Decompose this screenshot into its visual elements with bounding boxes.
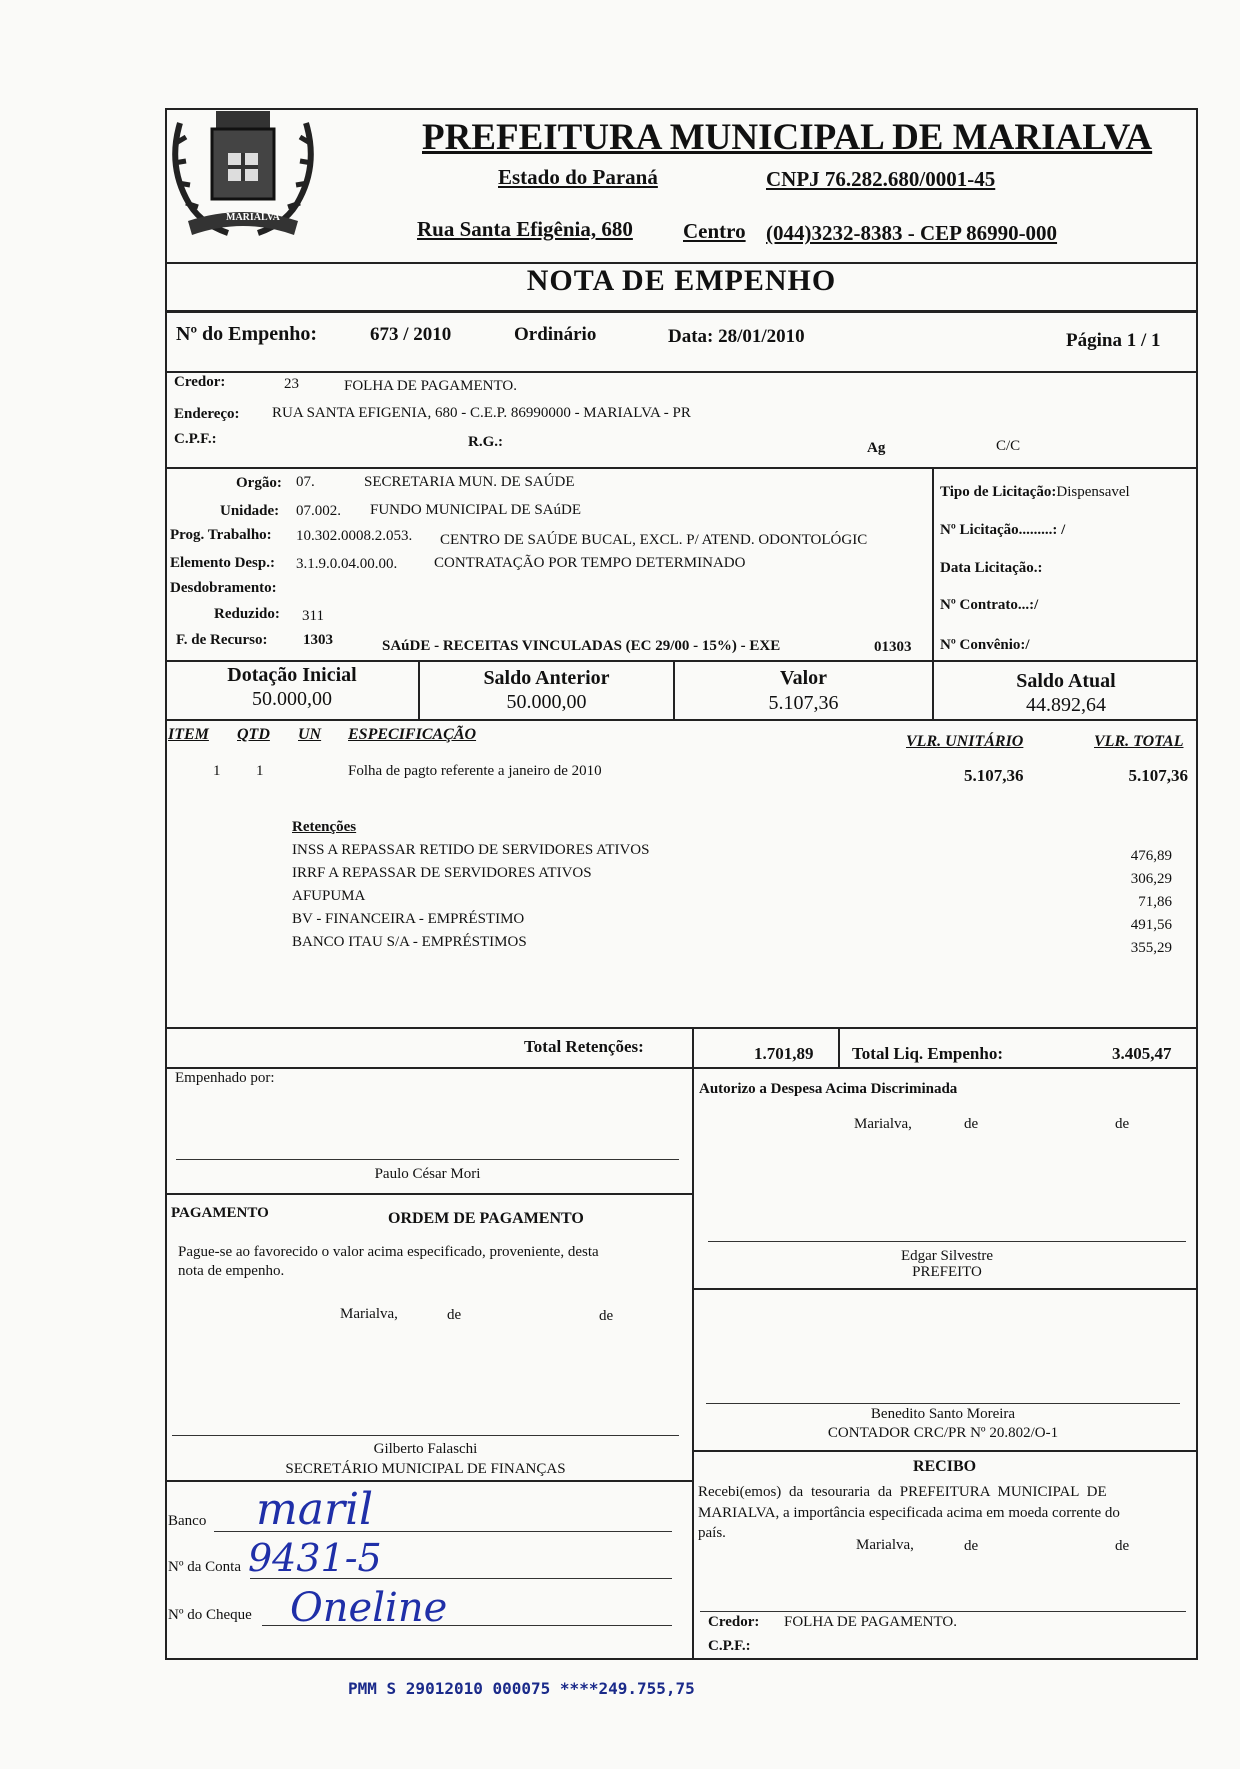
row-vlr-unitario: 5.107,36 — [964, 766, 1024, 785]
saldo-anterior-value: 50.000,00 — [506, 691, 587, 713]
valor-value: 5.107,36 — [768, 692, 839, 714]
divider — [166, 1480, 693, 1482]
divider — [166, 1193, 693, 1195]
retencao-desc: IRRF A REPASSAR DE SERVIDORES ATIVOS — [292, 865, 592, 881]
empenho-type: Ordinário — [514, 324, 597, 345]
retencao-valor: 355,29 — [1130, 940, 1172, 956]
retencao-valor: 491,56 — [1130, 917, 1172, 933]
retencao-desc: INSS A REPASSAR RETIDO DE SERVIDORES ATIVOS — [292, 842, 650, 858]
page-indicator: Página 1 / 1 — [1066, 330, 1161, 351]
endereco: RUA SANTA EFIGENIA, 680 - C.E.P. 86990000 - MARIALVA - PR — [272, 405, 691, 421]
pagamento-de-2: de — [599, 1308, 614, 1324]
prog-code: 10.302.0008.2.053. — [296, 528, 413, 544]
elemento-label: Elemento Desp.: — [170, 555, 275, 571]
retencao-desc: BV - FINANCEIRA - EMPRÉSTIMO — [292, 911, 525, 927]
divider — [692, 1067, 694, 1660]
conta-label: Nº da Conta — [168, 1559, 241, 1575]
retencao-desc: BANCO ITAU S/A - EMPRÉSTIMOS — [292, 934, 527, 950]
orgao-label: Orgão: — [236, 475, 282, 491]
recibo-de-1: de — [964, 1538, 979, 1554]
empenhado-label: Empenhado por: — [175, 1070, 275, 1086]
unidade-code: 07.002. — [296, 503, 341, 519]
pagamento-text-2: nota de empenho. — [178, 1263, 285, 1279]
licitacao-date: Data Licitação.: — [940, 560, 1043, 576]
licitacao-type-label: Tipo de Licitação: — [940, 484, 1057, 500]
recibo-credor-label: Credor: — [708, 1614, 760, 1630]
divider — [166, 660, 1197, 662]
desdobramento-label: Desdobramento: — [170, 580, 277, 596]
divider — [692, 1450, 1197, 1452]
signature-line — [700, 1611, 1186, 1612]
empenho-number-label: Nº do Empenho: — [176, 323, 318, 345]
pagamento-label: PAGAMENTO — [171, 1205, 269, 1221]
document-title: NOTA DE EMPENHO — [526, 264, 837, 297]
divider — [166, 1067, 1197, 1069]
orgao: SECRETARIA MUN. DE SAÚDE — [364, 474, 575, 490]
pagamento-city: Marialva, — [340, 1306, 398, 1322]
divider — [692, 1288, 1197, 1290]
dotacao-value: 50.000,00 — [252, 688, 332, 710]
signature-line — [172, 1435, 679, 1436]
retencao-valor: 306,29 — [1130, 871, 1172, 887]
signature-line — [706, 1403, 1180, 1404]
contrato-number: Nº Contrato...:/ — [940, 597, 1039, 613]
recibo-text-2: MARIALVA, a importância especificada acima em moeda corrente do — [698, 1505, 1120, 1521]
conta-handwritten: 9431-5 — [248, 1536, 382, 1580]
recibo-text-3: país. — [698, 1525, 726, 1541]
crest-ribbon-text: MARIALVA — [226, 212, 280, 223]
empenhado-name: Paulo César Mori — [374, 1166, 481, 1182]
saldo-anterior-label: Saldo Anterior — [483, 667, 610, 689]
recibo-de-2: de — [1115, 1538, 1130, 1554]
elemento-code: 3.1.9.0.04.00.00. — [296, 556, 398, 572]
cheque-label: Nº do Cheque — [168, 1607, 252, 1623]
banco-label: Banco — [168, 1513, 207, 1529]
col-qtd: QTD — [237, 726, 270, 743]
signature-line — [708, 1241, 1186, 1242]
pagamento-text-1: Pague-se ao favorecido o valor acima especificado, proveniente, desta — [178, 1244, 599, 1260]
retencoes-title: Retenções — [292, 819, 357, 835]
recibo-cpf-label: C.P.F.: — [708, 1638, 751, 1654]
recibo-title: RECIBO — [912, 1458, 977, 1475]
prog-label: Prog. Trabalho: — [170, 527, 272, 543]
row-especificacao: Folha de pagto referente a janeiro de 2010 — [348, 763, 602, 779]
empenho-number: 673 / 2010 — [370, 324, 452, 345]
prog: CENTRO DE SAÚDE BUCAL, EXCL. P/ ATEND. ODONTOLÓGIC — [440, 532, 868, 548]
divider — [166, 1027, 1197, 1029]
prefeito-role: PREFEITO — [912, 1264, 982, 1280]
row-qtd: 1 — [256, 763, 264, 779]
divider — [838, 1027, 840, 1067]
municipality-title: PREFEITURA MUNICIPAL DE MARIALVA — [422, 117, 1153, 158]
district: Centro — [683, 219, 746, 243]
ordem-pagamento-label: ORDEM DE PAGAMENTO — [388, 1210, 584, 1227]
authentication-stamp: PMM S 29012010 000075 ****249.755,75 — [348, 1679, 695, 1698]
street-address: Rua Santa Efigênia, 680 — [417, 217, 633, 241]
divider — [166, 371, 1197, 373]
autorizo-label: Autorizo a Despesa Acima Discriminada — [699, 1081, 958, 1097]
row-vlr-total: 5.107,36 — [1128, 766, 1188, 785]
banco-handwritten: maril — [256, 1484, 374, 1535]
endereco-label: Endereço: — [174, 406, 240, 422]
autorizo-de-1: de — [964, 1116, 979, 1132]
cc-label: C/C — [996, 438, 1021, 454]
unidade: FUNDO MUNICIPAL DE SAúDE — [370, 502, 581, 518]
retencao-valor: 71,86 — [1138, 894, 1172, 910]
recurso-label: F. de Recurso: — [176, 632, 268, 648]
total-liquido-label: Total Liq. Empenho: — [852, 1044, 1003, 1063]
secretario-role: SECRETÁRIO MUNICIPAL DE FINANÇAS — [285, 1461, 566, 1477]
recibo-city: Marialva, — [856, 1537, 914, 1553]
autorizo-de-2: de — [1115, 1116, 1130, 1132]
convenio-number: Nº Convênio:/ — [940, 637, 1030, 653]
orgao-code: 07. — [296, 474, 315, 490]
credor-code: 23 — [284, 376, 299, 392]
contador-role: CONTADOR CRC/PR Nº 20.802/O-1 — [827, 1425, 1059, 1441]
divider — [692, 1027, 694, 1067]
recurso: SAúDE - RECEITAS VINCULADAS (EC 29/00 - 15%) - EXE — [382, 638, 781, 654]
recibo-credor: FOLHA DE PAGAMENTO. — [784, 1614, 957, 1630]
divider — [166, 310, 1197, 313]
credor-name: FOLHA DE PAGAMENTO. — [344, 378, 517, 394]
licitacao-type — [940, 484, 1130, 501]
recibo-text-1: Recebi(emos) da tesouraria da PREFEITURA MUNICIPAL DE — [698, 1484, 1107, 1500]
total-liquido: 3.405,47 — [1112, 1044, 1172, 1063]
municipal-crest-icon — [168, 103, 318, 253]
elemento: CONTRATAÇÃO POR TEMPO DETERMINADO — [434, 555, 746, 571]
cpf-label: C.P.F.: — [174, 431, 217, 447]
prefeito-name: Edgar Silvestre — [900, 1248, 994, 1264]
recurso-code-2: 01303 — [874, 639, 912, 655]
cheque-handwritten: Oneline — [290, 1585, 448, 1631]
retencao-valor: 476,89 — [1130, 848, 1172, 864]
credor-label: Credor: — [174, 374, 226, 390]
saldo-atual-value: 44.892,64 — [1026, 694, 1106, 716]
contador-name: Benedito Santo Moreira — [870, 1406, 1016, 1422]
cnpj: CNPJ 76.282.680/0001-45 — [766, 167, 996, 191]
rg-label: R.G.: — [468, 434, 503, 450]
signature-line — [176, 1159, 679, 1160]
reduzido-label: Reduzido: — [214, 606, 280, 622]
col-vlr-unitario: VLR. UNITÁRIO — [906, 733, 1024, 750]
retencao-desc: AFUPUMA — [292, 888, 366, 904]
unidade-label: Unidade: — [220, 503, 280, 519]
reduzido: 311 — [302, 608, 324, 624]
dotacao-label: Dotação Inicial — [227, 664, 357, 686]
row-item: 1 — [213, 763, 221, 779]
recurso-code: 1303 — [303, 632, 333, 648]
total-retencoes-label: Total Retenções: — [524, 1037, 644, 1056]
total-retencoes: 1.701,89 — [754, 1044, 814, 1063]
valor-label: Valor — [779, 667, 828, 689]
licitacao-type-value: Dispensavel — [1056, 484, 1130, 500]
col-item: ITEM — [168, 726, 209, 743]
licitacao-number: Nº Licitação.........: / — [940, 522, 1066, 538]
saldo-atual-label: Saldo Atual — [1016, 670, 1116, 692]
secretario-name: Gilberto Falaschi — [373, 1441, 478, 1457]
divider — [166, 467, 1197, 469]
state-name: Estado do Paraná — [498, 165, 658, 189]
autorizo-city: Marialva, — [854, 1116, 912, 1132]
col-especificacao: ESPECIFICAÇÃO — [348, 726, 477, 743]
ag-label: Ag — [867, 440, 886, 456]
divider — [166, 719, 1197, 721]
empenho-date: Data: 28/01/2010 — [668, 326, 805, 347]
col-vlr-total: VLR. TOTAL — [1094, 733, 1184, 750]
pagamento-de-1: de — [447, 1307, 462, 1323]
col-un: UN — [298, 726, 322, 743]
phone-cep: (044)3232-8383 - CEP 86990-000 — [766, 221, 1058, 245]
